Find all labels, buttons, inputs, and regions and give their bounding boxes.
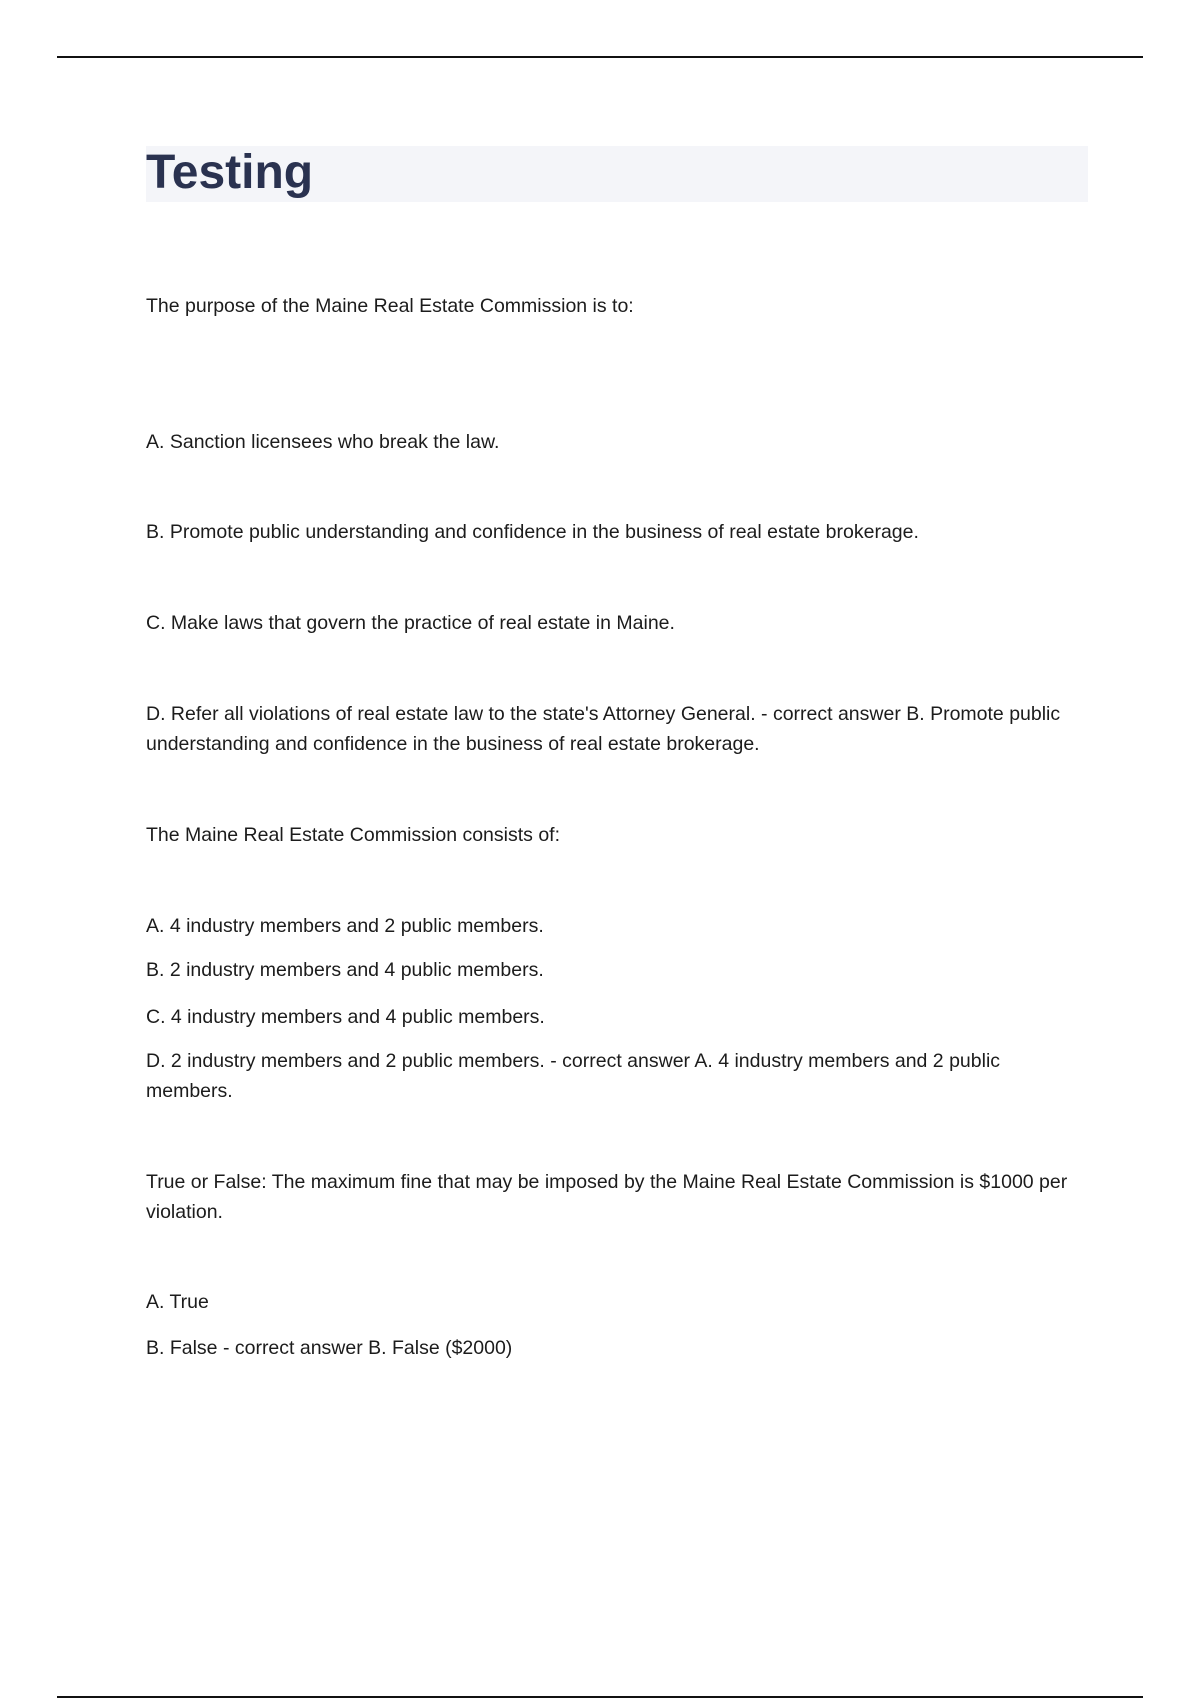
question-2-option-b: B. 2 industry members and 4 public members. (146, 959, 544, 981)
question-3-option-a: A. True (146, 1291, 209, 1313)
question-3-text: True or False: The maximum fine that may be imposed by the Maine Real Estate Commission is $1000 per violation. (146, 1171, 1068, 1223)
bottom-rule (57, 1696, 1143, 1698)
question-2-option-c: C. 4 industry members and 4 public members. (146, 1006, 545, 1028)
question-1-text: The purpose of the Maine Real Estate Commission is to: (146, 295, 634, 317)
top-rule (57, 56, 1143, 58)
question-1-option-c: C. Make laws that govern the practice of real estate in Maine. (146, 612, 675, 634)
question-2-option-a: A. 4 industry members and 2 public members. (146, 915, 544, 937)
question-1-option-a: A. Sanction licensees who break the law. (146, 431, 500, 453)
question-2-option-d-answer: D. 2 industry members and 2 public members. - correct answer A. 4 industry members and 2 public members. (146, 1050, 1001, 1102)
question-3-option-b-answer: B. False - correct answer B. False ($2000) (146, 1337, 513, 1359)
question-1-option-d-answer: D. Refer all violations of real estate law to the state's Attorney General. - correct answer B. Promote public understanding and confidence in the business of real estate brokerage. (146, 703, 1061, 755)
question-1-option-b: B. Promote public understanding and confidence in the business of real estate brokerage. (146, 521, 919, 543)
page-title: Testing (146, 146, 314, 199)
question-2-text: The Maine Real Estate Commission consists of: (146, 824, 560, 846)
